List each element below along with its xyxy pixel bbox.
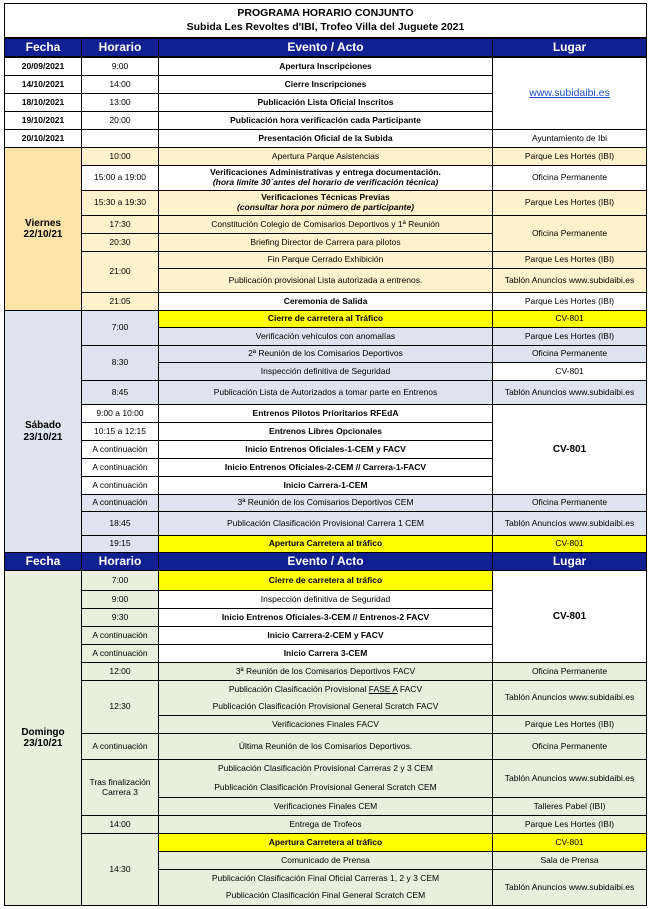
- evento-cell: Publicación Lista Oficial Inscritos: [158, 93, 493, 112]
- cell-line: 23/10/21: [23, 431, 63, 443]
- evento-cell: Verificaciones Finales CEM: [158, 797, 493, 816]
- header-horario: Horario: [81, 38, 159, 57]
- cell-line: [229, 685, 422, 695]
- evento-cell: Constitución Colegio de Comisarios Deportivos y 1ª Reunión: [158, 215, 493, 234]
- lugar-cell: CV-801: [492, 570, 647, 663]
- evento-cell: Verificaciones Finales FACV: [158, 715, 493, 734]
- lugar-cell: CV-801: [492, 310, 647, 328]
- lugar-cell: Oficina Permanente: [492, 662, 647, 681]
- evento-cell: Apertura Carretera al tráfico: [158, 833, 493, 852]
- header-evento: Evento / Acto: [158, 552, 493, 571]
- horario-cell: 15:30 a 19:30: [81, 190, 159, 216]
- lugar-link-cell: [492, 57, 647, 130]
- cell-line: Subida Les Revoltes d'IBI, Trofeo Villa del Juguete 2021: [186, 20, 465, 33]
- horario-cell: 14:30: [81, 833, 159, 906]
- lugar-cell: CV-801: [492, 362, 647, 381]
- horario-cell: A continuación: [81, 476, 159, 495]
- evento-cell: Inspección definitiva de Seguridad: [158, 362, 493, 381]
- evento-cell: Cierre Inscripciones: [158, 75, 493, 94]
- evento-cell: Fin Parque Cerrado Exhibición: [158, 251, 493, 269]
- cell-line: Verificaciones Técnicas Previas: [261, 192, 390, 203]
- cell-line: Viernes: [25, 217, 61, 229]
- document-title: [4, 3, 647, 38]
- horario-cell: 21:05: [81, 292, 159, 311]
- lugar-cell: Ayuntamiento de Ibi: [492, 129, 647, 148]
- horario-cell: 12:00: [81, 662, 159, 681]
- horario-cell: 7:00: [81, 310, 159, 346]
- evento-cell: [158, 190, 493, 216]
- lugar-cell: Parque Les Hortes (IBI): [492, 292, 647, 311]
- cell-line: Publicación Clasificación Final General Scratch CEM: [225, 890, 426, 901]
- evento-cell: Entrenos Pilotos Prioritarios RFEdA: [158, 404, 493, 423]
- fecha-cell: 19/10/2021: [4, 111, 82, 130]
- fecha-cell: 14/10/2021: [4, 75, 82, 94]
- evento-cell: Cierre de carretera al Tráfico: [158, 310, 493, 328]
- horario-cell: [81, 129, 159, 148]
- evento-cell: Publicación Clasificación Provisional Carrera 1 CEM: [158, 511, 493, 536]
- lugar-cell: Parque Les Hortes (IBI): [492, 815, 647, 834]
- day-sabado: [4, 310, 82, 553]
- lugar-cell: Tablón Anuncios www.subidaibi.es: [492, 268, 647, 293]
- horario-cell: 9:00 a 10:00: [81, 404, 159, 423]
- evento-cell: Inicio Entrenos Oficiales-2-CEM // Carrera-1-FACV: [158, 458, 493, 477]
- lugar-cell: Parque Les Hortes (IBI): [492, 190, 647, 216]
- horario-cell: A continuación: [81, 733, 159, 760]
- fecha-cell: 20/09/2021: [4, 57, 82, 76]
- evento-cell: Presentación Oficial de la Subida: [158, 129, 493, 148]
- evento-cell: Apertura Carretera al tráfico: [158, 535, 493, 553]
- cell-line: Publicación Clasificación Provisional Carreras 2 y 3 CEM: [218, 763, 433, 774]
- evento-cell: Inspección definitiva de Seguridad: [158, 590, 493, 609]
- horario-cell: 9:00: [81, 57, 159, 76]
- fecha-cell: 18/10/2021: [4, 93, 82, 112]
- lugar-cell: Tablón Anuncios www.subidaibi.es: [492, 511, 647, 536]
- day-domingo: [4, 570, 82, 906]
- horario-cell: A continuación: [81, 458, 159, 477]
- evento-cell: Entrenos Libres Opcionales: [158, 422, 493, 441]
- header-horario: Horario: [81, 552, 159, 571]
- lugar-cell: Talleres Pabel (IBI): [492, 797, 647, 816]
- lugar-cell: CV-801: [492, 404, 647, 495]
- evento-cell: 2ª Reunión de los Comisarios Deportivos: [158, 345, 493, 363]
- lugar-cell: Oficina Permanente: [492, 165, 647, 191]
- evento-cell: Inicio Entrenos Oficiales-3-CEM // Entrenos-2 FACV: [158, 608, 493, 627]
- horario-cell: 9:00: [81, 590, 159, 609]
- evento-cell: Entrega de Trofeos: [158, 815, 493, 834]
- horario-cell: 18:45: [81, 511, 159, 536]
- horario-cell: A continuación: [81, 644, 159, 663]
- horario-cell: 13:00: [81, 93, 159, 112]
- evento-cell: Inicio Entrenos Oficiales-1-CEM y FACV: [158, 440, 493, 459]
- evento-cell: [158, 165, 493, 191]
- evento-cell: [158, 869, 493, 906]
- cell-line: (hora límite 30´antes del horario de verificación técnica): [212, 177, 439, 187]
- cell-line: Publicación Clasificación Provisional General Scratch CEM: [214, 781, 437, 792]
- header-lugar: Lugar: [492, 552, 647, 571]
- cell-line: 23/10/21: [23, 738, 63, 749]
- cell-text: FACV: [397, 683, 423, 694]
- horario-cell: 14:00: [81, 815, 159, 834]
- evento-cell: [158, 680, 493, 716]
- header-fecha: Fecha: [4, 552, 82, 571]
- cell-line: Publicación Clasificación Final Oficial Carreras 1, 2 y 3 CEM: [211, 872, 440, 883]
- horario-cell: 9:30: [81, 608, 159, 627]
- cell-line: (consultar hora por número de participante): [236, 202, 415, 212]
- evento-cell: Briefing Director de Carrera para pilotos: [158, 233, 493, 252]
- lugar-cell: Tablón Anuncios www.subidaibi.es: [492, 680, 647, 716]
- cell-line: 22/10/21: [23, 229, 63, 240]
- lugar-cell: Oficina Permanente: [492, 494, 647, 512]
- lugar-cell: CV-801: [492, 833, 647, 852]
- horario-cell: 10:15 a 12:15: [81, 422, 159, 441]
- horario-cell: A continuación: [81, 626, 159, 645]
- lugar-cell: Parque Les Hortes (IBI): [492, 327, 647, 346]
- lugar-cell: Tablón Anuncios www.subidaibi.es: [492, 759, 647, 798]
- lugar-cell: Parque Les Hortes (IBI): [492, 147, 647, 166]
- horario-cell: 15:00 a 19:00: [81, 165, 159, 191]
- horario-cell: 21:00: [81, 251, 159, 293]
- cell-line: PROGRAMA HORARIO CONJUNTO: [237, 7, 414, 20]
- lugar-cell: Sala de Prensa: [492, 851, 647, 870]
- evento-cell: Inicio Carrera-1-CEM: [158, 476, 493, 495]
- lugar-cell: Tablón Anuncios www.subidaibi.es: [492, 380, 647, 405]
- cell-line: Sábado: [24, 420, 62, 431]
- horario-cell: 20:00: [81, 111, 159, 130]
- horario-cell: 8:30: [81, 345, 159, 381]
- evento-cell: Última Reunión de los Comisarios Deportivos.: [158, 733, 493, 760]
- evento-cell: Ceremonia de Salida: [158, 292, 493, 311]
- evento-cell: Publicación Lista de Autorizados a tomar parte en Entrenos: [158, 380, 493, 405]
- day-viernes: [4, 147, 82, 311]
- lugar-cell: Tablón Anuncios www.subidaibi.es: [492, 869, 647, 906]
- evento-cell: Cierre de carretera al tráfico: [158, 570, 493, 591]
- evento-cell: Comunicado de Prensa: [158, 851, 493, 870]
- lugar-cell: Parque Les Hortes (IBI): [492, 251, 647, 269]
- evento-cell: Apertura Inscripciones: [158, 57, 493, 76]
- lugar-cell: CV-801: [492, 535, 647, 553]
- evento-cell: Publicación hora verificación cada Participante: [158, 111, 493, 130]
- evento-cell: 3ª Reunión de los Comisarios Deportivos CEM: [158, 494, 493, 512]
- evento-cell: Verificación vehículos con anomalías: [158, 327, 493, 346]
- evento-cell: 3ª Reunión de los Comisarios Deportivos FACV: [158, 662, 493, 681]
- horario-cell: 17:30: [81, 215, 159, 234]
- horario-cell: 14:00: [81, 75, 159, 94]
- cell-line: Verificaciones Administrativas y entrega documentación.: [210, 167, 441, 178]
- horario-cell: A continuación: [81, 440, 159, 459]
- header-lugar: Lugar: [492, 38, 647, 57]
- schedule-sheet: [4, 3, 646, 905]
- cell-line: Publicación Clasificación Provisional General Scratch FACV: [212, 700, 439, 711]
- lugar-cell: Oficina Permanente: [492, 733, 647, 760]
- cell-text: FASE A: [368, 683, 398, 694]
- evento-cell: Inicio Carrera 3-CEM: [158, 644, 493, 663]
- horario-cell: Tras finalización Carrera 3: [81, 759, 159, 816]
- cell-line: Domingo: [21, 726, 65, 738]
- evento-cell: Inicio Carrera-2-CEM y FACV: [158, 626, 493, 645]
- website-link[interactable]: www.subidaibi.es: [529, 87, 610, 100]
- lugar-cell: Parque Les Hortes (IBI): [492, 715, 647, 734]
- horario-cell: 12:30: [81, 680, 159, 734]
- evento-cell: Apertura Parque Asistencias: [158, 147, 493, 166]
- header-fecha: Fecha: [4, 38, 82, 57]
- lugar-cell: Oficina Permanente: [492, 215, 647, 252]
- horario-cell: 8:45: [81, 380, 159, 405]
- evento-cell: Publicación provisional Lista autorizada a entrenos.: [158, 268, 493, 293]
- lugar-cell: Oficina Permanente: [492, 345, 647, 363]
- header-evento: Evento / Acto: [158, 38, 493, 57]
- fecha-cell: 20/10/2021: [4, 129, 82, 148]
- horario-cell: 20:30: [81, 233, 159, 252]
- evento-cell: [158, 759, 493, 798]
- horario-cell: 10:00: [81, 147, 159, 166]
- horario-cell: A continuación: [81, 494, 159, 512]
- horario-cell: 19:15: [81, 535, 159, 553]
- cell-text: Publicación Clasificación Provisional: [228, 683, 369, 694]
- horario-cell: 7:00: [81, 570, 159, 591]
